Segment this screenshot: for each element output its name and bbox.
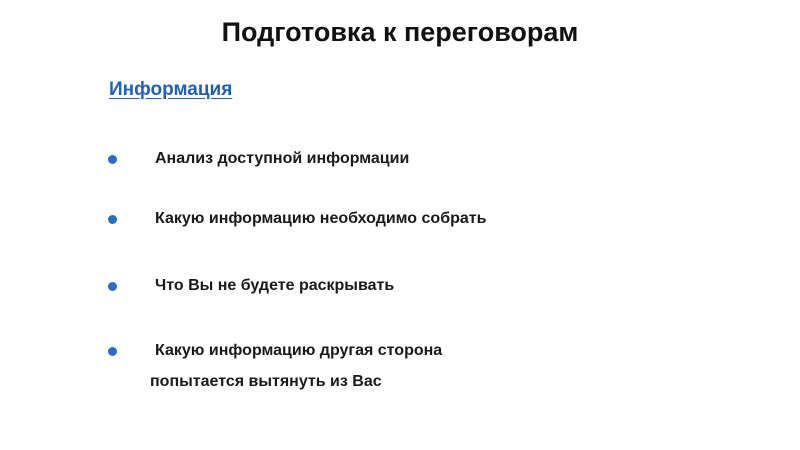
bullet-dot-icon — [108, 215, 117, 224]
bullet-text: Какую информацию другая сторона — [155, 342, 443, 359]
section-heading-link[interactable]: Информация — [109, 79, 233, 100]
bullet-text-continuation: попытается вытянуть из Вас — [150, 373, 382, 390]
bullet-dot-icon — [108, 155, 117, 164]
bullet-text: Анализ доступной информации — [155, 150, 410, 167]
bullet-text: Какую информацию необходимо собрать — [155, 210, 487, 227]
bullet-dot-icon — [108, 282, 117, 291]
slide-title: Подготовка к переговорам — [221, 17, 579, 47]
bullet-dot-icon — [108, 347, 117, 356]
bullet-text: Что Вы не будете раскрывать — [155, 277, 395, 294]
